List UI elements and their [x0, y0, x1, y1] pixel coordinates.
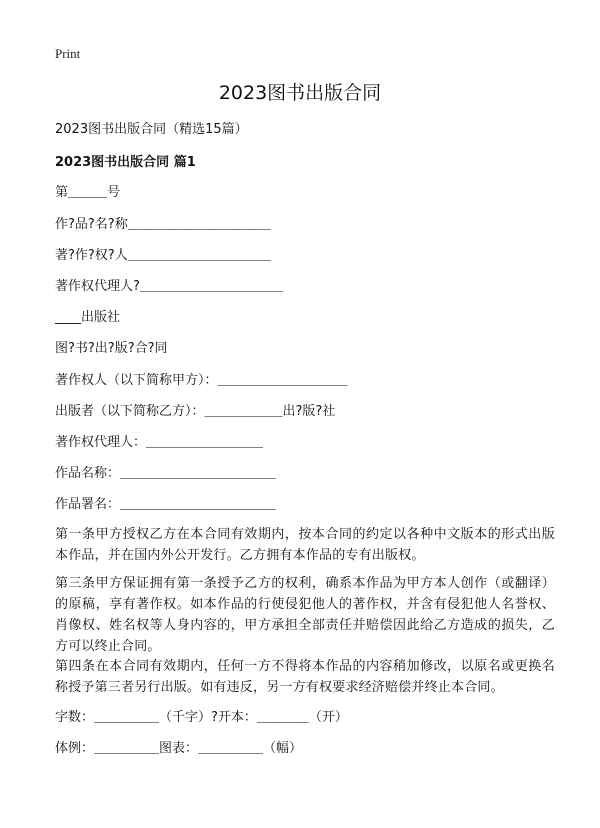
party-b-line: 出版者（以下简称乙方）：＿＿＿＿＿＿出?版?社 [55, 404, 336, 419]
party-a-line: 著作权人（以下简称甲方）：＿＿＿＿＿＿＿＿＿＿ [55, 373, 348, 388]
copyright-owner-line: 著?作?权?人＿＿＿＿＿＿＿＿＿＿＿ [55, 248, 271, 263]
document-title: 2023图书出版合同 [218, 82, 382, 104]
clause-4-paragraph: 第四条在本合同有效期内，任何一方不得将本作品的内容稍加修改，以原名或更换名称授予第三者另行出版。如有违反，另一方有权要求经济赔偿并终止本合同。 [55, 659, 555, 695]
section-heading: 2023图书出版合同 篇1 [55, 155, 196, 170]
agent-line: 著作权代理人：＿＿＿＿＿＿＿＿＿ [55, 435, 264, 450]
format-line: 体例：＿＿＿＿＿图表：＿＿＿＿＿（幅） [55, 741, 303, 756]
document-subtitle: 2023图书出版合同（精选15篇） [55, 122, 248, 137]
work-name-line: 作品名称：＿＿＿＿＿＿＿＿＿＿＿＿ [55, 466, 277, 481]
clause-3-paragraph: 第三条甲方保证拥有第一条授予乙方的权利，确系本作品为甲方本人创作（或翻译）的原稿，享有著作权。如本作品的行使侵犯他人的著作权，并含有侵犯他人名誉权、肖像权、姓名权等人身内容的，甲方承担全部责任并赔偿因此给乙方造成的损失，乙方可以终止合同。 [55, 576, 555, 654]
copyright-agent-line: 著作权代理人?＿＿＿＿＿＿＿＿＿＿＿ [55, 279, 283, 294]
contract-heading-line: 图?书?出?版?合?同 [55, 341, 168, 356]
contract-number-line: 第＿＿＿号 [55, 185, 121, 200]
clause-1-paragraph: 第一条甲方授权乙方在本合同有效期内，按本合同的约定以各种中文版本的形式出版本作品，并在国内外公开发行。乙方拥有本作品的专有出版权。 [55, 527, 555, 563]
work-signature-line: 作品署名：＿＿＿＿＿＿＿＿＿＿＿＿ [55, 497, 277, 512]
word-count-line: 字数：＿＿＿＿＿（千字）?开本：＿＿＿＿（开） [55, 710, 348, 725]
work-title-line: 作?品?名?称＿＿＿＿＿＿＿＿＿＿＿ [55, 217, 271, 232]
publisher-line: ____出版社 [55, 310, 121, 325]
print-link[interactable]: Print [55, 46, 81, 61]
